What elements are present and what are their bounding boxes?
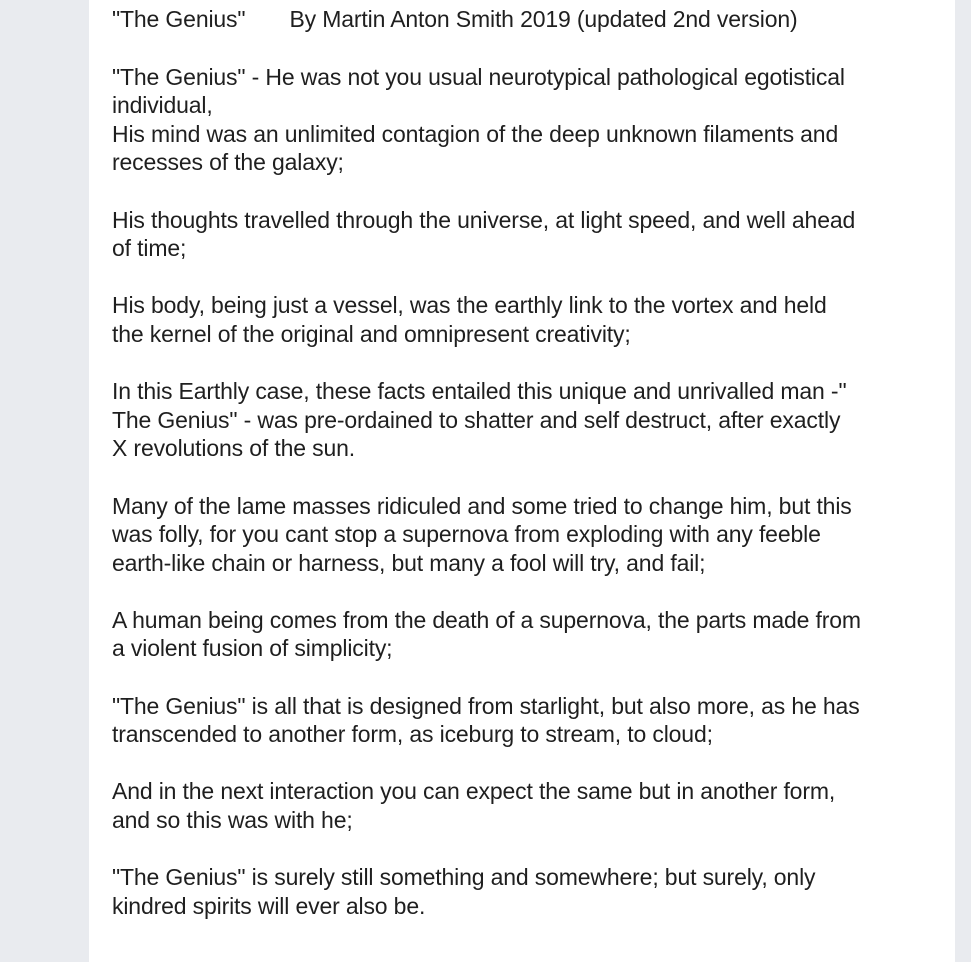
poem-stanza (112, 606, 947, 663)
poem-stanza (112, 777, 947, 834)
poem-line: was folly, for you cant stop a supernova from exploding with any feeble (112, 521, 821, 548)
poem-line: the kernel of the original and omnipresent creativity; (112, 320, 631, 347)
author-line: By Martin Anton Smith 2019 (updated 2nd version) (289, 6, 798, 32)
poem-title: "The Genius" (112, 6, 246, 32)
title-line (112, 5, 947, 34)
poem-line: His thoughts travelled through the universe, at light speed, and well ahead (112, 206, 856, 233)
poem-line: A human being comes from the death of a supernova, the parts made from (112, 606, 861, 633)
poem-line: and so this was with he; (112, 807, 353, 834)
poem-body (112, 63, 947, 921)
poem-line: kindred spirits will ever also be. (112, 892, 426, 919)
poem-line: His body, being just a vessel, was the earthly link to the vortex and held (112, 292, 827, 319)
poem-line: His mind was an unlimited contagion of the deep unknown filaments and (112, 120, 839, 147)
poem-stanza (112, 291, 947, 348)
poem-line: recesses of the galaxy; (112, 149, 344, 176)
poem-line: X revolutions of the sun. (112, 435, 356, 462)
poem-line: Many of the lame masses ridiculed and some tried to change him, but this (112, 492, 852, 519)
poem-stanza (112, 206, 947, 263)
poem-line: individual, (112, 92, 213, 119)
poem-line: "The Genius" is surely still something and somewhere; but surely, only (112, 864, 816, 891)
poem-line: "The Genius" - He was not you usual neurotypical pathological egotistical (112, 63, 845, 90)
poem-line: transcended to another form, as iceburg to stream, to cloud; (112, 721, 713, 748)
poem-stanza (112, 863, 947, 920)
poem-line: The Genius" - was pre-ordained to shatter and self destruct, after exactly (112, 406, 841, 433)
poem-line: And in the next interaction you can expect the same but in another form, (112, 778, 836, 805)
poem-line: earth-like chain or harness, but many a fool will try, and fail; (112, 549, 706, 576)
poem-stanza (112, 377, 947, 463)
poem-line: In this Earthly case, these facts entailed this unique and unrivalled man -" (112, 378, 847, 405)
poem-stanza (112, 692, 947, 749)
poem-stanza (112, 492, 947, 578)
poem-line: a violent fusion of simplicity; (112, 635, 393, 662)
poem-content (112, 5, 947, 949)
poem-line: "The Genius" is all that is designed from starlight, but also more, as he has (112, 692, 860, 719)
poem-line: of time; (112, 235, 187, 262)
document-page (89, 0, 955, 962)
poem-stanza (112, 63, 947, 177)
